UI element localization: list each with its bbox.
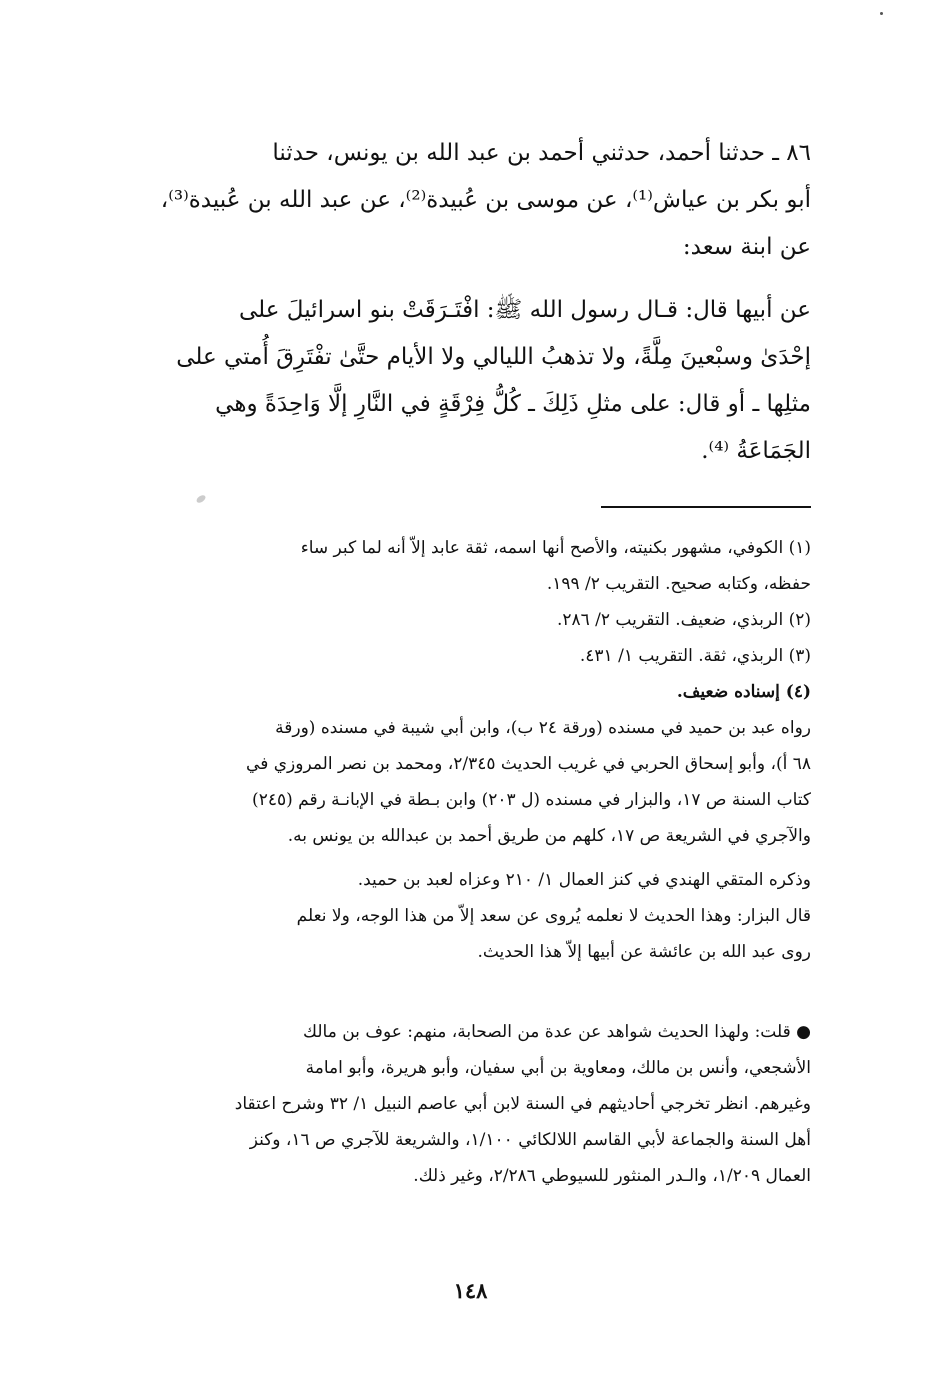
scan-mark — [195, 494, 207, 505]
scan-speck — [880, 12, 883, 15]
text-line: ٨٦ ـ حدثنا أحمد، حدثني أحمد بن عبد الله بن يونس، حدثنا — [272, 140, 811, 166]
takhrij-line: والآجري في الشريعة ص ١٧، كلهم من طريق أحمد بن عبدالله بن يونس به. — [287, 826, 811, 846]
qultu-line: ● قلت: ولهذا الحديث شواهد عن عدة من الصحابة، منهم: عوف بن مالك — [303, 1022, 811, 1042]
hindi-line: وذكره المتقي الهندي في كنز العمال ١/ ٢١٠ وعزاه لعبد بن حميد. — [357, 870, 811, 890]
qultu-line: العمال ١/٢٠٩، والـدر المنثور للسيوطي ٢/٢٨٦، وغير ذلك. — [413, 1166, 811, 1186]
takhrij-line: رواه عبد بن حميد في مسنده (ورقة ٢٤ ب)، وابن أبي شيبة في مسنده (ورقة — [275, 718, 811, 738]
footnote-line: (٣) الربذي، ثقة. التقريب ١/ ٤٣١. — [579, 646, 811, 666]
text-line: مثلِها ـ أو قال: على مثلِ ذَلِكَ ـ كُلُّ فِرْقَةٍ في النَّارِ إلَّا وَاحِدَةً وهي — [215, 391, 811, 417]
takhrij-line: كتاب السنة ص ١٧، والبزار في مسنده (ل ٢٠٣) وابن بـطة في الإبانـة رقم (٢٤٥) — [252, 790, 811, 810]
text-line: الجَمَاعَةُ ⁽⁴⁾. — [701, 438, 811, 464]
text-line: عن أبيها قال: قـال رسول الله ﷺ: افْتَـرَقَتْ بنو اسرائيلَ على — [238, 297, 811, 323]
footnote-line: حفظه، وكتابه صحيح. التقريب ٢/ ١٩٩. — [546, 574, 811, 594]
author-note — [108, 1014, 811, 1194]
footnote-line: (٤) إسناده ضعيف. — [676, 682, 811, 702]
footnote-line: (١) الكوفي، مشهور بكنيته، والأصح أنها اسمه، ثقة عابد إلاّ أنه لما كبر ساء — [300, 538, 811, 558]
bazzar-line: قال البزار: وهذا الحديث لا نعلمه يُروى عن سعد إلاّ من هذا الوجه، ولا نعلم — [296, 906, 811, 926]
hadith-isnad — [108, 130, 811, 271]
text-line: عن ابنة سعد: — [682, 234, 811, 260]
qultu-line: أهل السنة والجماعة لأبي القاسم اللالكائي ١/١٠٠، والشريعة للآجري ص ١٦، وكنز — [249, 1130, 811, 1150]
footnotes — [108, 530, 811, 970]
takhrij-line: ٦٨ أ)، وأبو إسحاق الحربي في غريب الحديث ٢/٣٤٥، ومحمد بن نصر المروزي في — [246, 754, 811, 774]
text-line: أبو بكر بن عياش⁽¹⁾، عن موسى بن عُبيدة⁽²⁾، عن عبد الله بن عُبيدة⁽³⁾، — [160, 187, 811, 213]
qultu-line: الأشجعي، وأنس بن مالك، ومعاوية بن أبي سفيان، وأبو هريرة، وأبو امامة — [305, 1058, 811, 1078]
page-number: ١٤٨ — [453, 1278, 488, 1303]
footnote-line: (٢) الربذي، ضعيف. التقريب ٢/ ٢٨٦. — [556, 610, 811, 630]
bazzar-line: روى عبد الله بن عائشة عن أبيها إلاّ هذا الحديث. — [477, 942, 811, 962]
footnote-separator — [601, 506, 811, 508]
text-line: إحْدَىٰ وسبْعينَ مِلَّةً، ولا تذهبُ الليالي ولا الأيام حتَّىٰ تفْتَرِقَ أُمتي على — [176, 344, 811, 370]
hadith-matn — [108, 287, 811, 475]
qultu-line: وغيرهم. انظر تخرجي أحاديثهم في السنة لابن أبي عاصم النبيل ١/ ٣٢ وشرح اعتقاد — [234, 1094, 811, 1114]
